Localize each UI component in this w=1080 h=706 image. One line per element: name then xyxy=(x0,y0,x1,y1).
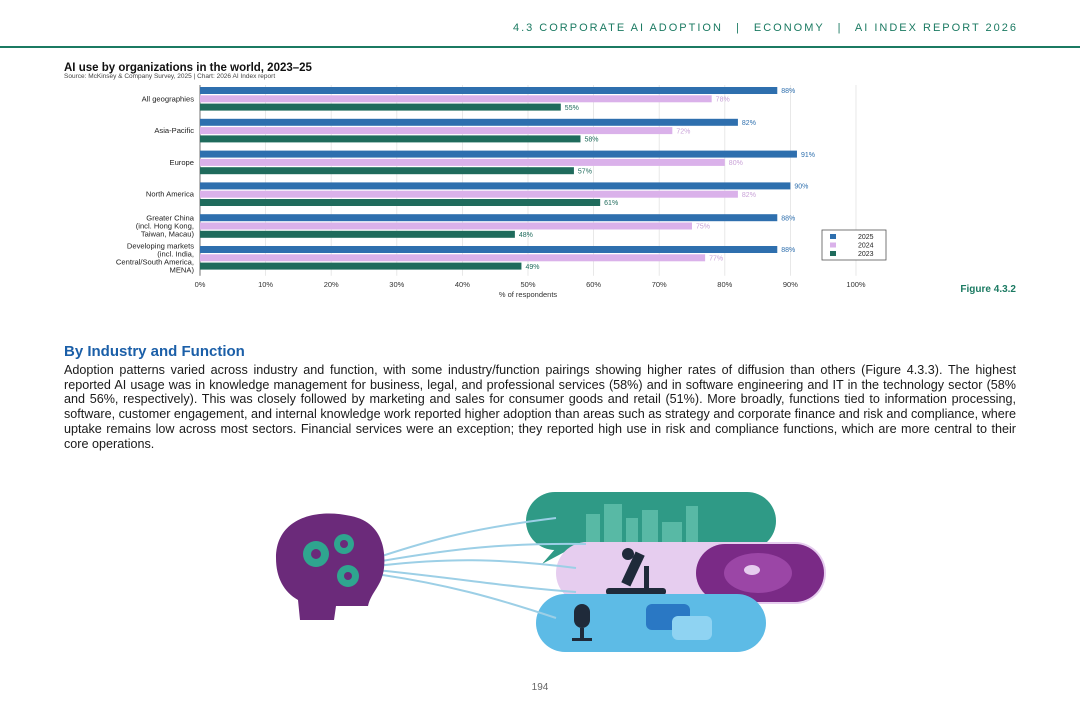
data-label: 48% xyxy=(518,232,533,239)
header-report: AI INDEX REPORT 2026 xyxy=(854,22,1018,34)
category-label: All geographies xyxy=(141,94,194,104)
x-tick-label: 60% xyxy=(586,279,602,289)
bar-2025 xyxy=(200,119,738,126)
bar-2024 xyxy=(200,95,712,102)
bar-2025 xyxy=(200,246,777,253)
data-label: 78% xyxy=(715,96,730,104)
section-title: By Industry and Function xyxy=(64,343,245,360)
head-silhouette xyxy=(276,513,384,620)
x-tick-label: 70% xyxy=(651,279,667,289)
bar-2025 xyxy=(200,182,790,189)
header-separator: | xyxy=(735,22,741,34)
ai-illustration xyxy=(256,488,826,658)
data-label: 91% xyxy=(800,151,815,159)
category-label: North America xyxy=(145,189,194,199)
body-paragraph: Adoption patterns varied across industry and function, with some industry/function pairings showing higher rates of diffusion than others (Figure 4.3.3). The highest reported AI usage was in knowledge management for business, legal, and professional services (58%) and in software engineering and IT in the technology sector (58% and 56%, respectively). This was closely followed by marketing and sales for consumer goods and retail (51%). More broadly, functions tied to information processing, software, customer engagement, and internal knowledge work reported higher adoption than areas such as strategy and corporate finance and risk and compliance, where uptake remains low across most sectors. Financial services were an exception; they reported high use in risk and compliance functions, which are more central to their core operations. xyxy=(64,363,1016,451)
chart-title: AI use by organizations in the world, 2023–25 xyxy=(64,62,312,74)
data-label: 61% xyxy=(604,200,619,208)
bar-2024 xyxy=(200,159,725,166)
data-label: 49% xyxy=(525,263,540,271)
page-number: 194 xyxy=(531,682,549,693)
x-tick-label: 50% xyxy=(520,279,536,289)
bar-2024 xyxy=(200,127,672,134)
header-chapter: ECONOMY xyxy=(753,22,825,34)
data-label: 82% xyxy=(741,120,756,127)
x-tick-label: 90% xyxy=(782,279,798,289)
x-tick-label: 20% xyxy=(323,279,339,289)
legend-swatch-2023 xyxy=(830,251,836,256)
data-label: 88% xyxy=(781,247,796,255)
x-tick-label: 0% xyxy=(194,279,206,289)
category-label: MENA) xyxy=(169,265,194,275)
running-header xyxy=(513,22,1018,34)
bar-2023 xyxy=(200,231,515,238)
bar-2023 xyxy=(200,167,574,174)
bar-2023 xyxy=(200,199,600,206)
bar-2024 xyxy=(200,191,738,198)
data-label: 75% xyxy=(696,223,711,231)
category-label: (incl. Hong Kong, xyxy=(135,221,194,231)
data-label: 77% xyxy=(709,255,724,263)
x-tick-label: 100% xyxy=(846,279,866,289)
category-label: Asia-Pacific xyxy=(154,126,194,136)
chart-source: Source: McKinsey & Company Survey, 2025 | Chart: 2026 AI Index report xyxy=(64,73,276,80)
bar-2023 xyxy=(200,135,580,142)
communication-bubble xyxy=(536,594,766,652)
bar-2023 xyxy=(200,104,561,111)
bar-2024 xyxy=(200,223,692,230)
bar-chart xyxy=(60,80,910,299)
data-label: 88% xyxy=(781,215,796,223)
legend-swatch-2025 xyxy=(830,234,836,239)
x-tick-label: 30% xyxy=(389,279,405,289)
figure-label: Figure 4.3.2 xyxy=(960,284,1016,295)
category-label: Developing markets xyxy=(126,241,194,251)
data-label: 80% xyxy=(728,160,743,168)
header-section: 4.3 CORPORATE AI ADOPTION xyxy=(512,22,723,34)
category-label: Greater China xyxy=(146,213,194,223)
legend-label: 2025 xyxy=(858,234,874,241)
data-label: 90% xyxy=(794,183,809,191)
x-axis-label: % of respondents xyxy=(498,289,558,299)
category-label: Central/South America, xyxy=(115,257,194,267)
legend-label: 2024 xyxy=(858,242,874,250)
category-label: Taiwan, Macau) xyxy=(140,229,194,239)
category-label: Europe xyxy=(169,157,194,167)
bar-2025 xyxy=(200,214,777,221)
bar-2025 xyxy=(200,151,797,158)
legend-swatch-2024 xyxy=(830,243,836,248)
data-label: 57% xyxy=(577,168,592,176)
header-separator: | xyxy=(837,22,843,34)
data-label: 88% xyxy=(781,88,796,96)
header-divider xyxy=(0,46,1080,48)
bar-2024 xyxy=(200,254,705,261)
data-label: 55% xyxy=(564,104,579,112)
legend-label: 2023 xyxy=(858,251,874,258)
data-label: 82% xyxy=(741,191,756,199)
x-tick-label: 80% xyxy=(717,279,733,289)
x-tick-label: 40% xyxy=(454,279,470,289)
bar-2025 xyxy=(200,87,777,94)
x-tick-label: 10% xyxy=(258,279,274,289)
bar-2023 xyxy=(200,263,521,270)
data-label: 72% xyxy=(676,128,691,136)
data-label: 58% xyxy=(584,136,599,144)
category-label: (incl. India, xyxy=(157,249,194,259)
